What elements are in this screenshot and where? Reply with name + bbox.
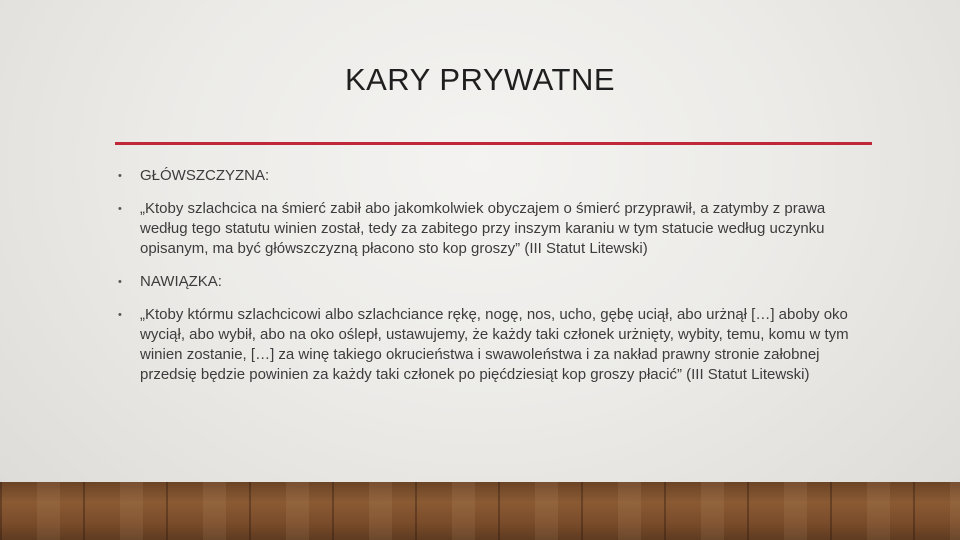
list-item [118,305,863,385]
bullet-text: „Ktoby którmu szlachcicowi albo szlachciance rękę, nogę, nos, ucho, gębę uciął, abo urżnął […] aboby oko wyciął, abo wybił, abo na oko oślepł, ustawujemy, że każdy taki członek urżnięty, wybity, temu, komu w tym winien zostanie, […] za winę takiego okrucieństwa i swawoleństwa i za nakład prawny stronie załobnej przedsię będzie powinien za każdy taki członek po pięćdziesiąt kop groszy płacić” (III Statut Litewski) [140,306,849,383]
list-item [118,199,863,259]
bullet-icon: • [118,276,122,288]
list-item [118,166,863,186]
bullet-icon: • [118,203,122,215]
bullet-text: „Ktoby szlachcica na śmierć zabił abo jakomkolwiek obyczajem o śmierć przyprawił, a zatymby z prawa według tego statutu winien został, tedy za zabitego przy inszym karaniu w tym statucie według uczynku opisanym, ma być główszczyzną płacono sto kop groszy” (III Statut Litewski) [140,200,826,257]
bullet-list [118,166,863,398]
bullet-icon: • [118,309,122,321]
list-item [118,272,863,292]
title-divider [115,142,872,145]
wood-floor-decoration [0,482,960,540]
bullet-icon: • [118,170,122,182]
bullet-text: GŁÓWSZCZYZNA: [140,167,270,184]
slide-title: KARY PRYWATNE [344,62,616,97]
bullet-text: NAWIĄZKA: [140,273,222,290]
